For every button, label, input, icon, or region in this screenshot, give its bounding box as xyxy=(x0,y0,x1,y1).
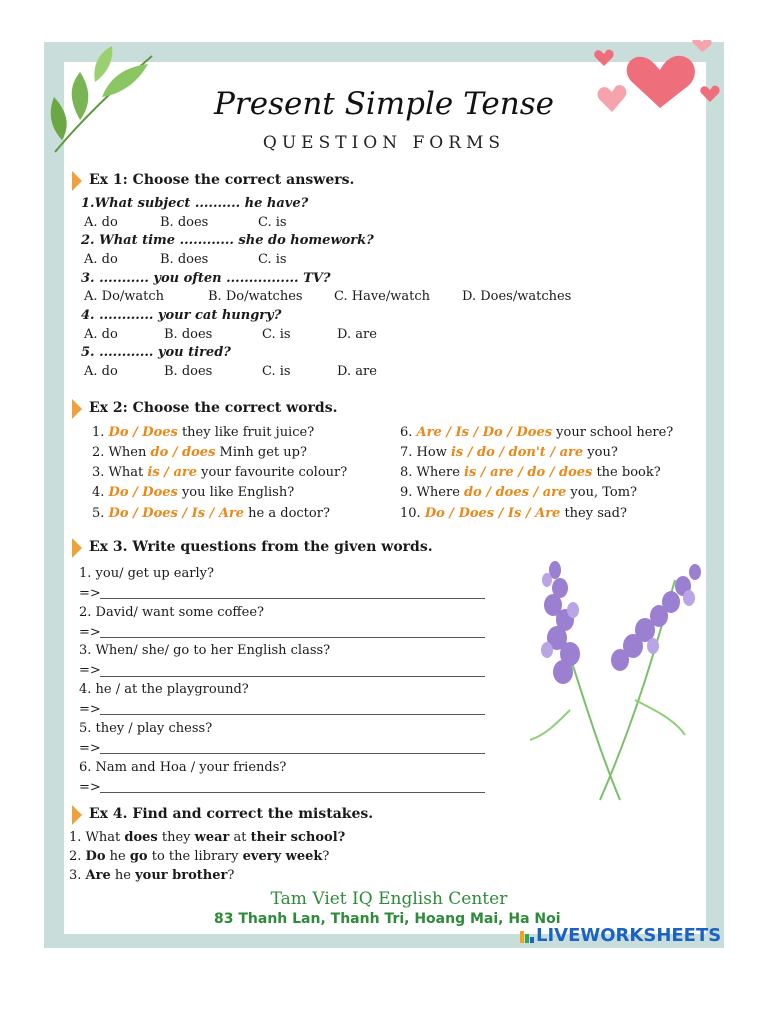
ex1-option[interactable]: B. does xyxy=(160,215,209,230)
ex3-prompt: 5. they / play chess? xyxy=(79,721,213,736)
liveworksheets-logo-icon xyxy=(519,929,535,945)
ex2-marker-icon xyxy=(72,399,82,419)
ex4-mistake: does xyxy=(124,830,158,845)
answer-line[interactable] xyxy=(100,792,485,793)
ex2-item-post: they sad? xyxy=(560,506,627,521)
ex4-text: ? xyxy=(322,849,330,864)
ex3-prompt: 1. you/ get up early? xyxy=(79,566,214,581)
ex2-item-number: 8. xyxy=(400,465,413,480)
ex4-text: he xyxy=(105,849,130,864)
ex1-question: 3. ........... you often ................ TV? xyxy=(81,271,331,286)
ex1-option[interactable]: D. are xyxy=(337,364,377,379)
ex1-option[interactable]: B. does xyxy=(164,327,213,342)
ex1-option[interactable]: C. is xyxy=(262,327,291,342)
ex1-option[interactable]: D. Does/watches xyxy=(462,289,572,304)
ex1-option[interactable]: C. is xyxy=(258,252,287,267)
ex2-choice[interactable]: Do / Does / Is / Are xyxy=(424,506,561,521)
ex4-heading: Ex 4. Find and correct the mistakes. xyxy=(89,806,374,822)
ex2-item xyxy=(92,425,314,440)
ex2-item xyxy=(92,485,294,500)
ex2-item-pre: How xyxy=(416,445,451,460)
ex1-option[interactable]: C. is xyxy=(262,364,291,379)
ex2-item xyxy=(400,485,637,500)
ex2-item xyxy=(92,506,330,521)
ex1-option[interactable]: A. Do/watch xyxy=(84,289,165,304)
ex2-item xyxy=(400,425,673,440)
ex4-item[interactable] xyxy=(69,868,234,883)
answer-arrow: => xyxy=(79,663,101,678)
ex2-choice[interactable]: is / do / don't / are xyxy=(450,445,584,460)
ex2-item-post: Minh get up? xyxy=(215,445,307,460)
ex4-mistake: your brother xyxy=(135,868,228,883)
ex4-mistake: every week xyxy=(242,849,323,864)
center-address: 83 Thanh Lan, Thanh Tri, Hoang Mai, Ha Noi xyxy=(214,911,561,927)
ex1-question: 4. ............ your cat hungry? xyxy=(81,308,282,323)
ex1-option[interactable]: A. do xyxy=(84,215,118,230)
ex2-item-number: 9. xyxy=(400,485,413,500)
ex2-choice[interactable]: Do / Does xyxy=(108,485,178,500)
ex1-option[interactable]: B. does xyxy=(164,364,213,379)
ex2-item-post: you, Tom? xyxy=(566,485,638,500)
ex4-mistake: Do xyxy=(85,849,106,864)
ex2-item-pre: Where xyxy=(416,465,465,480)
ex1-heading: Ex 1: Choose the correct answers. xyxy=(89,172,355,188)
ex4-text: 2. xyxy=(69,849,86,864)
ex4-text: he xyxy=(110,868,136,883)
ex2-item xyxy=(92,465,347,480)
ex2-item-number: 4. xyxy=(92,485,105,500)
ex4-item[interactable] xyxy=(69,830,345,845)
ex2-choice[interactable]: Do / Does / Is / Are xyxy=(108,506,245,521)
ex2-choice[interactable]: Do / Does xyxy=(108,425,178,440)
ex4-text: they xyxy=(157,830,195,845)
ex2-item-pre: What xyxy=(108,465,148,480)
answer-arrow: => xyxy=(79,702,101,717)
ex4-item[interactable] xyxy=(69,849,329,864)
answer-arrow: => xyxy=(79,780,101,795)
ex1-option[interactable]: A. do xyxy=(84,252,118,267)
answer-arrow: => xyxy=(79,625,101,640)
ex1-option[interactable]: B. does xyxy=(160,252,209,267)
ex2-item-pre: Where xyxy=(416,485,465,500)
ex4-marker-icon xyxy=(72,805,82,825)
ex2-heading: Ex 2: Choose the correct words. xyxy=(89,400,338,416)
ex2-item-post: you like English? xyxy=(177,485,295,500)
ex1-marker-icon xyxy=(72,171,82,191)
ex2-item xyxy=(400,465,661,480)
ex4-mistake: their school? xyxy=(250,830,346,845)
ex4-text: 3. xyxy=(69,868,86,883)
ex3-prompt: 2. David/ want some coffee? xyxy=(79,605,265,620)
ex2-item-number: 10. xyxy=(400,506,421,521)
answer-line[interactable] xyxy=(100,714,485,715)
ex2-choice[interactable]: is / are xyxy=(147,465,197,480)
ex2-item-number: 1. xyxy=(92,425,105,440)
ex2-item-post: they like fruit juice? xyxy=(177,425,315,440)
ex2-item-number: 6. xyxy=(400,425,413,440)
ex1-question: 2. What time ............ she do homework? xyxy=(81,233,374,248)
answer-arrow: => xyxy=(79,586,101,601)
ex4-mistake: go xyxy=(129,849,148,864)
ex4-mistake: wear xyxy=(194,830,230,845)
ex1-option[interactable]: B. Do/watches xyxy=(208,289,303,304)
ex4-text: to the library xyxy=(147,849,243,864)
ex2-item-pre: When xyxy=(108,445,151,460)
ex3-heading: Ex 3. Write questions from the given words. xyxy=(89,539,433,555)
ex3-prompt: 6. Nam and Hoa / your friends? xyxy=(79,760,287,775)
answer-line[interactable] xyxy=(100,676,485,677)
ex2-item-post: he a doctor? xyxy=(244,506,330,521)
ex2-item-post: you? xyxy=(583,445,618,460)
ex2-item-post: your favourite colour? xyxy=(197,465,348,480)
answer-line[interactable] xyxy=(100,753,485,754)
ex1-option[interactable]: D. are xyxy=(337,327,377,342)
ex4-mistake: Are xyxy=(85,868,111,883)
ex2-item-post: the book? xyxy=(592,465,661,480)
answer-line[interactable] xyxy=(100,598,485,599)
ex2-item-post: your school here? xyxy=(552,425,674,440)
ex2-choice[interactable]: do / does / are xyxy=(464,485,567,500)
ex4-text: at xyxy=(229,830,251,845)
ex1-option[interactable]: A. do xyxy=(84,327,118,342)
ex4-text: ? xyxy=(227,868,235,883)
ex1-option[interactable]: C. Have/watch xyxy=(334,289,431,304)
answer-arrow: => xyxy=(79,741,101,756)
center-name: Tam Viet IQ English Center xyxy=(270,889,508,909)
ex1-question: 5. ............ you tired? xyxy=(81,345,231,360)
answer-line[interactable] xyxy=(100,637,485,638)
ex2-item-number: 5. xyxy=(92,506,105,521)
ex2-item-number: 7. xyxy=(400,445,413,460)
ex2-item xyxy=(400,445,618,460)
ex2-choice[interactable]: Are / Is / Do / Does xyxy=(416,425,553,440)
ex1-option[interactable]: A. do xyxy=(84,364,118,379)
page-subtitle: QUESTION FORMS xyxy=(262,133,506,153)
lavender-decoration xyxy=(525,550,715,810)
ex2-item xyxy=(400,506,627,521)
ex1-option[interactable]: C. is xyxy=(258,215,287,230)
ex3-prompt: 4. he / at the playground? xyxy=(79,682,249,697)
brand-text: LIVEWORKSHEETS xyxy=(536,925,722,946)
liveworksheets-brand[interactable] xyxy=(536,925,721,946)
ex2-item xyxy=(92,445,307,460)
ex2-choice[interactable]: do / does xyxy=(150,445,216,460)
ex3-prompt: 3. When/ she/ go to her English class? xyxy=(79,643,331,658)
ex4-text: 1. What xyxy=(69,830,125,845)
ex2-item-number: 2. xyxy=(92,445,105,460)
page-title: Present Simple Tense xyxy=(214,86,554,122)
ex2-choice[interactable]: is / are / do / does xyxy=(464,465,593,480)
ex3-marker-icon xyxy=(72,538,82,558)
ex1-question: 1.What subject .......... he have? xyxy=(81,196,309,211)
ex2-item-number: 3. xyxy=(92,465,105,480)
